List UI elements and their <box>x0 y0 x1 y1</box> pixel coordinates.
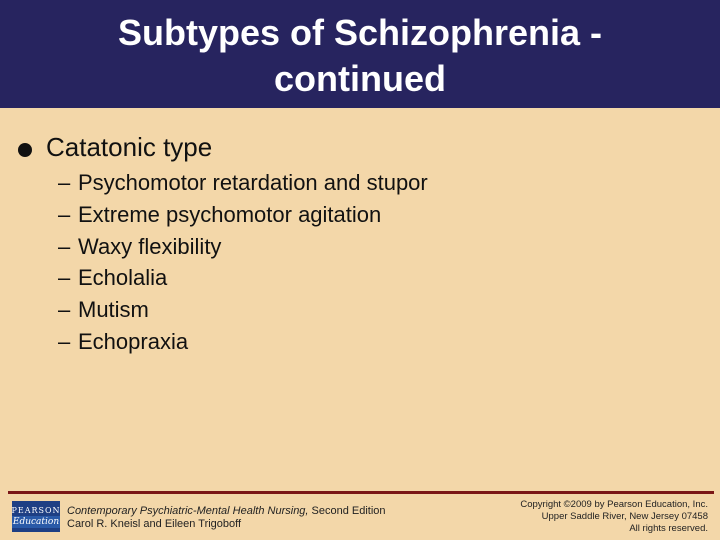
dash-icon: – <box>58 170 71 195</box>
copyright-notice <box>448 499 708 535</box>
slide-title <box>0 0 720 108</box>
sub-bullet-list <box>58 167 428 358</box>
sub-bullet-text: Echopraxia <box>78 328 189 354</box>
main-bullet-text: Catatonic type <box>46 132 213 162</box>
sub-bullet-text: Extreme psychomotor agitation <box>78 201 382 227</box>
book-title: Contemporary Psychiatric-Mental Health Nursing, <box>67 505 309 517</box>
copyright-line-2: Upper Saddle River, New Jersey 07458 <box>541 511 708 522</box>
bullet-dot-icon <box>18 143 32 157</box>
sub-bullet-text: Waxy flexibility <box>78 233 222 259</box>
logo-bottom-text: Education <box>12 517 60 527</box>
copyright-line-1: Copyright ©2009 by Pearson Education, Inc. <box>520 499 708 510</box>
dash-icon: – <box>58 201 71 227</box>
footer-divider <box>8 491 714 494</box>
pearson-logo <box>12 501 60 532</box>
sub-bullet-item <box>58 326 428 358</box>
book-citation <box>67 505 386 531</box>
sub-bullet-item <box>58 167 428 199</box>
sub-bullet-text: Psychomotor retardation and stupor <box>78 170 428 195</box>
title-line-2: continued <box>274 58 446 99</box>
logo-top-text: PEARSON <box>11 506 61 515</box>
book-authors: Carol R. Kneisl and Eileen Trigoboff <box>67 518 242 530</box>
book-edition: Second Edition <box>308 505 386 517</box>
dash-icon: – <box>58 328 71 354</box>
sub-bullet-text: Mutism <box>78 297 149 323</box>
dash-icon: – <box>58 297 71 323</box>
sub-bullet-item <box>58 262 428 294</box>
sub-bullet-text: Echolalia <box>78 265 168 291</box>
sub-bullet-item <box>58 294 428 326</box>
dash-icon: – <box>58 265 71 291</box>
dash-icon: – <box>58 233 71 259</box>
sub-bullet-item <box>58 231 428 263</box>
title-line-1: Subtypes of Schizophrenia - <box>117 12 603 53</box>
main-bullet <box>18 132 212 163</box>
copyright-line-3: All rights reserved. <box>629 523 708 534</box>
sub-bullet-item <box>58 199 428 231</box>
